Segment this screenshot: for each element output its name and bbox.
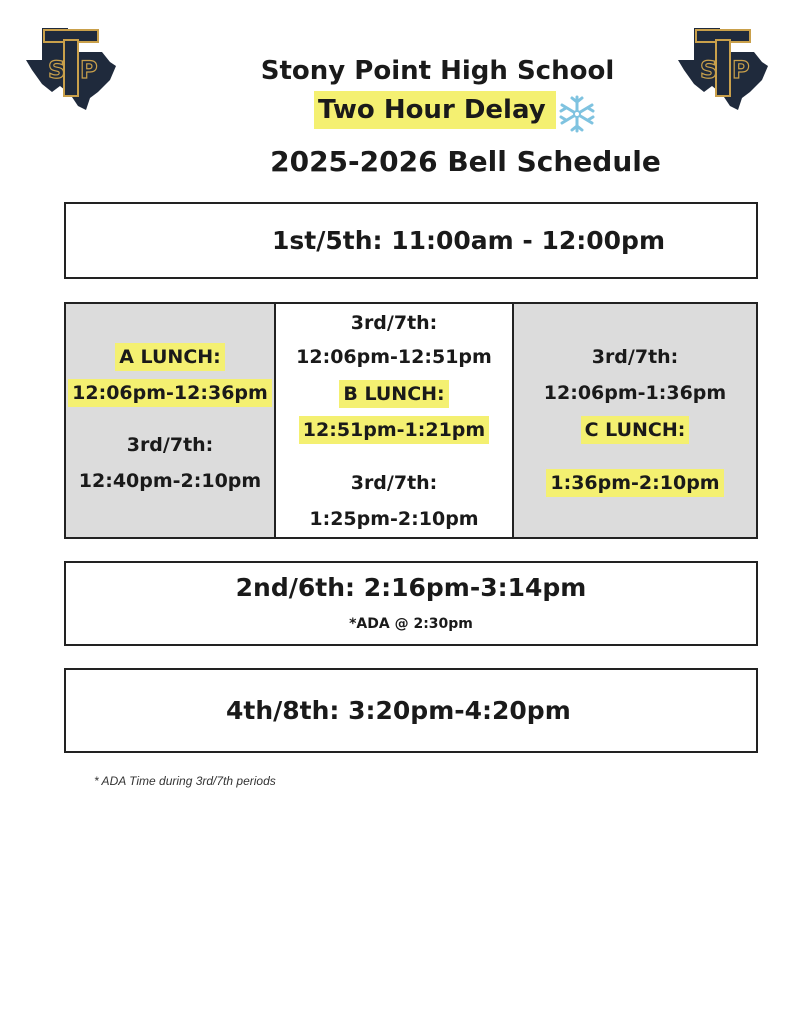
b-class-label-1: 3rd/7th: — [350, 312, 438, 334]
delay-banner — [314, 91, 556, 129]
snowflake-icon — [552, 94, 602, 134]
b-class-time-1: 12:06pm-12:51pm — [296, 346, 492, 368]
period-first-fifth: 1st/5th: 11:00am - 12:00pm — [272, 226, 666, 255]
b-lunch-label: B LUNCH: — [339, 380, 448, 408]
c-class-time: 12:06pm-1:36pm — [543, 382, 727, 404]
lunch-column-b — [276, 304, 514, 537]
footnote: * ADA Time during 3rd/7th periods — [94, 774, 276, 788]
a-class-label: 3rd/7th: — [126, 434, 214, 456]
a-class-time: 12:40pm-2:10pm — [78, 470, 262, 492]
school-name: Stony Point High School — [260, 56, 615, 86]
svg-text:P: P — [732, 56, 750, 84]
a-lunch-time: 12:06pm-12:36pm — [68, 379, 272, 407]
b-class-time-2: 1:25pm-2:10pm — [309, 508, 479, 530]
b-class-label-2: 3rd/7th: — [350, 472, 438, 494]
svg-text:P: P — [80, 56, 98, 84]
lunch-column-a — [66, 304, 276, 537]
lunch-column-c — [514, 304, 756, 537]
c-lunch-label: C LUNCH: — [581, 416, 690, 444]
period-box-fourth-eighth — [64, 668, 758, 753]
lunch-table — [64, 302, 758, 539]
c-lunch-time: 1:36pm-2:10pm — [546, 469, 723, 497]
delay-label: Two Hour Delay — [314, 91, 556, 129]
period-box-first-fifth — [64, 202, 758, 279]
b-lunch-time: 12:51pm-1:21pm — [299, 416, 489, 444]
a-lunch-label: A LUNCH: — [115, 343, 225, 371]
period-fourth-eighth: 4th/8th: 3:20pm-4:20pm — [226, 696, 571, 725]
period-box-second-sixth — [64, 561, 758, 646]
svg-text:S: S — [48, 56, 66, 84]
period-second-sixth: 2nd/6th: 2:16pm-3:14pm — [235, 573, 587, 602]
ada-note: *ADA @ 2:30pm — [349, 616, 473, 632]
c-class-label: 3rd/7th: — [591, 346, 679, 368]
svg-text:S: S — [700, 56, 718, 84]
schedule-title: 2025-2026 Bell Schedule — [270, 145, 661, 178]
